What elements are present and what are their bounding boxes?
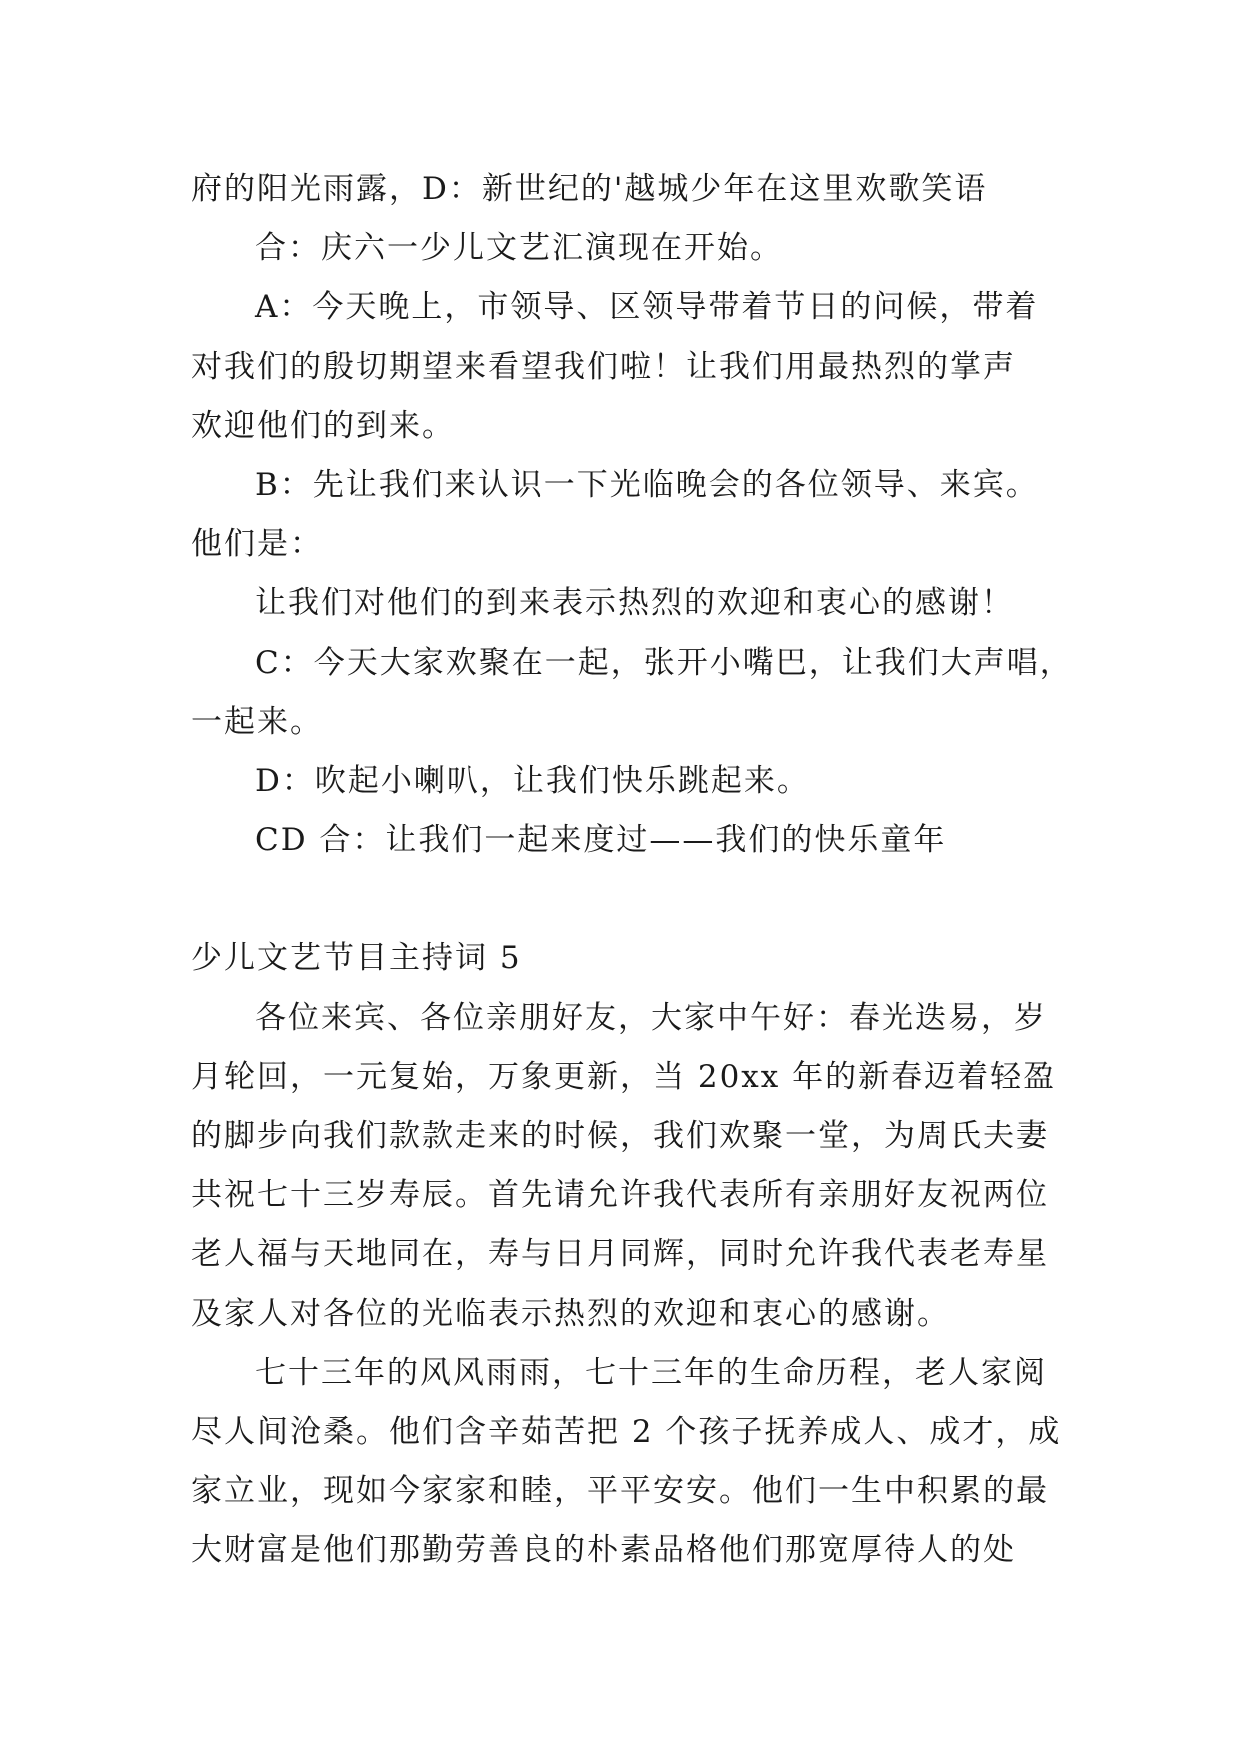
text-line: B：先让我们来认识一下光临晚会的各位领导、来宾。 [255, 466, 1039, 503]
text-line: 欢迎他们的到来。 [191, 407, 455, 444]
paragraph-gap [191, 870, 1051, 929]
text-line: CD 合：让我们一起来度过——我们的快乐童年 [255, 822, 947, 859]
text-line: C：今天大家欢聚在一起，张开小嘴巴，让我们大声唱， [255, 644, 1073, 681]
text-line: 让我们对他们的到来表示热烈的欢迎和衷心的感谢！ [255, 585, 1014, 622]
text-line: 府的阳光雨露，D：新世纪的'越城少年在这里欢歌笑语 [191, 171, 988, 207]
text-line: 七十三年的风风雨雨，七十三年的生命历程，老人家阅 [255, 1354, 1047, 1391]
text-line: 月轮回，一元复始，万象更新，当 20xx 年的新春迈着轻盈 [191, 1058, 1057, 1095]
text-line: 各位来宾、各位亲朋好友，大家中午好：春光迭易，岁 [255, 999, 1047, 1036]
text-line: 合：庆六一少儿文艺汇演现在开始。 [255, 230, 783, 267]
text-line: 他们是： [191, 526, 323, 563]
text-line: 共祝七十三岁寿辰。首先请允许我代表所有亲朋好友祝两位 [191, 1177, 1049, 1214]
text-line: 尽人间沧桑。他们含辛茹苦把 2 个孩子抚养成人、成才，成 [191, 1413, 1062, 1450]
text-line: 家立业，现如今家家和睦，平平安安。他们一生中积累的最 [191, 1473, 1049, 1510]
text-line: 及家人对各位的光临表示热烈的欢迎和衷心的感谢。 [191, 1295, 950, 1332]
section-heading: 少儿文艺节目主持词 5 [191, 940, 522, 977]
text-line: A：今天晚上，市领导、区领导带着节日的问候，带着 [255, 289, 1039, 326]
text-line: 大财富是他们那勤劳善良的朴素品格他们那宽厚待人的处 [191, 1532, 1016, 1569]
text-line: 老人福与天地同在，寿与日月同辉，同时允许我代表老寿星 [191, 1236, 1049, 1273]
text-line: 的脚步向我们款款走来的时候，我们欢聚一堂，为周氏夫妻 [191, 1118, 1049, 1154]
document-body [191, 160, 1073, 1581]
text-line: D：吹起小喇叭，让我们快乐跳起来。 [255, 762, 810, 799]
text-line: 对我们的殷切期望来看望我们啦！让我们用最热烈的掌声 [191, 348, 1016, 385]
text-line: 一起来。 [191, 703, 323, 740]
